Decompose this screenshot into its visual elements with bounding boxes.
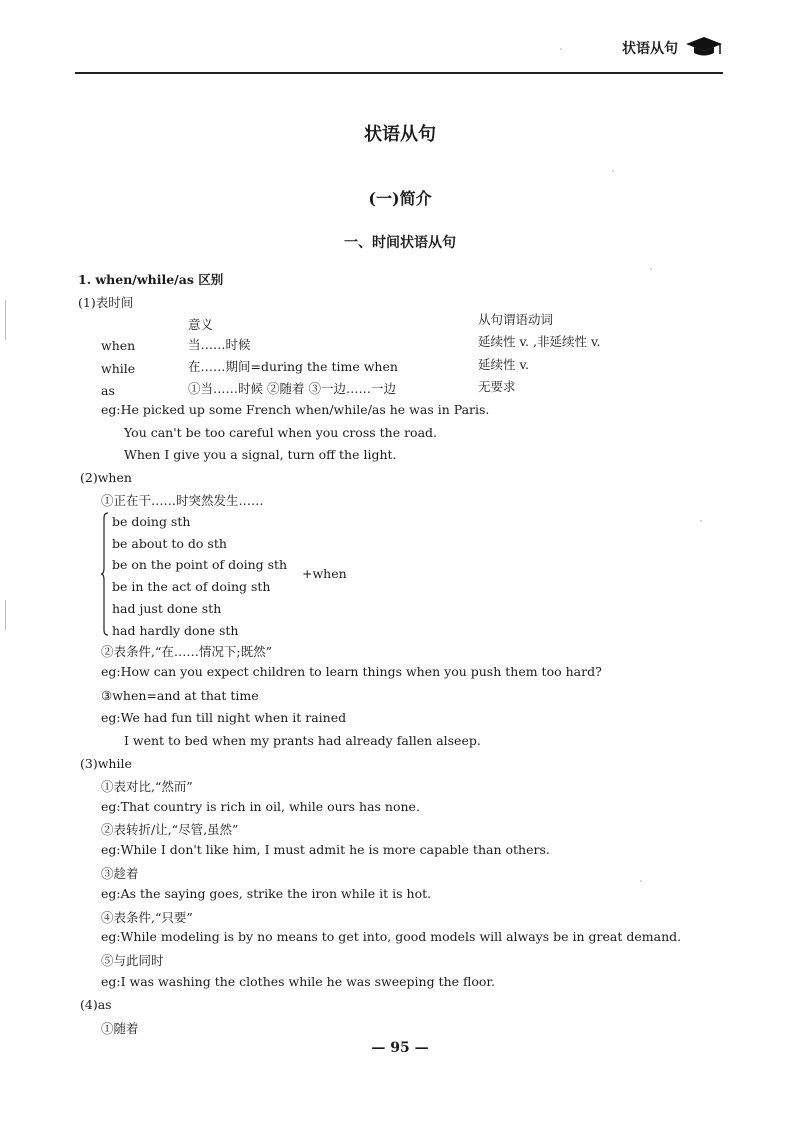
scan-speck — [560, 48, 562, 50]
example-sentence: When I give you a signal, turn off the light. — [124, 447, 397, 462]
example-sentence: eg:As the saying goes, strike the iron while it is hot. — [101, 886, 432, 901]
scan-speck — [612, 170, 614, 172]
brace-item: had hardly done sth — [112, 623, 239, 638]
mortarboard-icon — [684, 34, 724, 58]
brace-item: be about to do sth — [112, 536, 227, 551]
point-heading: ②表转折/让,“尽管,虽然” — [101, 822, 239, 837]
example-sentence: eg:That country is rich in oil, while ours has none. — [101, 799, 420, 814]
section-heading: (一)简介 — [368, 189, 432, 208]
brace-item: had just done sth — [112, 601, 222, 616]
example-sentence: eg:We had fun till night when it rained — [101, 710, 347, 725]
part2-label: (2)when — [80, 470, 132, 485]
scan-speck — [700, 520, 702, 522]
brace-item: be on the point of doing sth — [112, 557, 288, 572]
point-heading: ②表条件,“在……情况下;既然” — [101, 644, 272, 659]
example-sentence: I went to bed when my prants had already fallen alseep. — [124, 733, 481, 748]
brace-item: be doing sth — [112, 514, 191, 529]
scan-speck — [650, 268, 652, 270]
point-heading: ③when=and at that time — [101, 688, 259, 703]
left-brace-icon — [101, 512, 109, 636]
brace-item: be in the act of doing sth — [112, 579, 271, 594]
part3-label: (3)while — [80, 756, 132, 771]
example-sentence: eg:How can you expect children to learn things when you push them too hard? — [101, 664, 602, 679]
point-heading: ④表条件,“只要” — [101, 910, 193, 925]
col-meaning-header: 意义 — [188, 317, 214, 332]
point-heading: ①表对比,“然而” — [101, 779, 193, 794]
page-title: 状语从句 — [364, 124, 436, 145]
row-meaning: 当……时候 — [188, 337, 251, 352]
point-heading: ①正在干……时突然发生…… — [101, 493, 264, 508]
example-sentence: eg:While I don't like him, I must admit he is more capable than others. — [101, 842, 550, 857]
page-number: — 95 — — [371, 1040, 429, 1056]
point-heading: ③趁着 — [101, 866, 139, 881]
row-verb: 延续性 v. — [478, 357, 530, 372]
row-word: as — [101, 383, 115, 398]
example-sentence: eg:He picked up some French when/while/as he was in Paris. — [101, 402, 490, 417]
scan-edge-mark — [5, 600, 6, 630]
brace-suffix: +when — [302, 566, 347, 581]
row-verb: 无要求 — [478, 379, 516, 394]
col-verb-header: 从句谓语动词 — [478, 312, 554, 327]
row-word: when — [101, 338, 136, 353]
part4-label: (4)as — [80, 997, 112, 1012]
row-verb: 延续性 v. ,非延续性 v. — [478, 334, 601, 349]
example-sentence: You can't be too careful when you cross the road. — [124, 425, 438, 440]
point-heading: ⑤与此同时 — [101, 953, 164, 968]
point-heading: ①随着 — [101, 1021, 139, 1036]
row-meaning: ①当……时候 ②随着 ③一边……一边 — [188, 381, 396, 396]
header-rule — [75, 72, 723, 74]
scan-speck — [640, 880, 642, 882]
subsection-heading: 一、时间状语从句 — [344, 235, 456, 251]
running-header-title: 状语从句 — [622, 41, 678, 57]
part1-label: (1)表时间 — [78, 295, 134, 310]
row-word: while — [101, 361, 136, 376]
example-sentence: eg:I was washing the clothes while he was sweeping the floor. — [101, 974, 495, 989]
row-meaning: 在……期间=during the time when — [188, 359, 398, 374]
example-sentence: eg:While modeling is by no means to get into, good models will always be in great demand. — [101, 929, 682, 944]
scan-edge-mark — [5, 300, 6, 340]
item-heading: 1. when/while/as 区别 — [78, 272, 224, 287]
